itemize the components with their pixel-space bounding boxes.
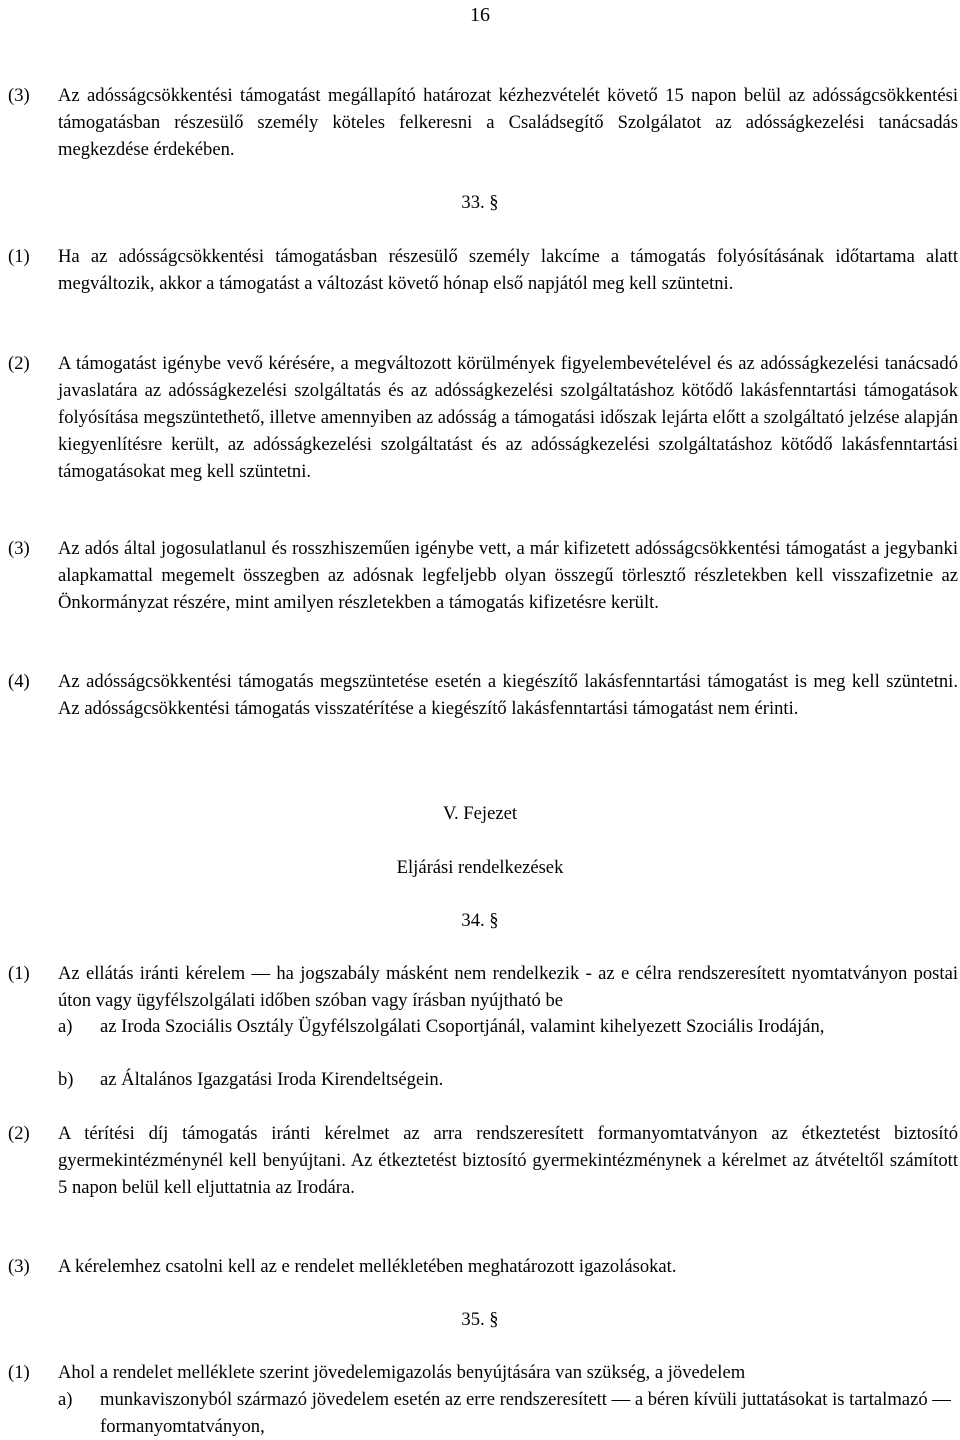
list-item-text: munkaviszonyból származó jövedelem esetén az erre rendszeresített — a béren kívüli juttatásokat is tartalmazó — formanyomtatványon, — [100, 1389, 951, 1437]
paragraph-number: (3) — [8, 1256, 30, 1277]
paragraph-number: (2) — [8, 1123, 30, 1144]
paragraph-number: (3) — [8, 538, 30, 559]
paragraph-text: A kérelemhez csatolni kell az e rendelet mellékletében meghatározott igazolásokat. — [58, 1256, 677, 1277]
paragraph-text: A térítési díj támogatás iránti kérelmet az arra rendszeresített formanyomtatványon az étkeztetést biztosító gyermekintézménynél kell benyújtani. Az étkeztetést biztosító gyermekintézménynek a kérelmet az átvételtől számított 5 napon belül kell eljuttatnia az Irodára. — [58, 1123, 958, 1198]
paragraph-33-1 — [8, 243, 958, 297]
paragraph-text: Az adós által jogosulatlanul és rosszhiszeműen igénybe vett, a már kifizetett adósságcsökkentési támogatást a jegybanki alapkamattal megemelt összegben az adósnak legfeljebb olyan összegű törlesztő részletekben kell visszafizetnie az Önkormányzat részére, mint amilyen részletekben a támogatás kifizetésre került. — [58, 538, 958, 613]
paragraph-number: (1) — [8, 1362, 30, 1383]
list-item-text: az Általános Igazgatási Iroda Kirendeltségein. — [100, 1069, 444, 1090]
paragraph-text: Ha az adósságcsökkentési támogatásban részesülő személy lakcíme a támogatás folyósításának időtartama alatt megváltozik, akkor a támogatást a változást követő hónap első napjától meg kell szüntetni. — [58, 246, 958, 294]
page-number: 16 — [470, 4, 490, 26]
paragraph-33-4 — [8, 668, 958, 722]
paragraph-number: (3) — [8, 85, 30, 106]
paragraph-33-3 — [8, 535, 958, 616]
paragraph-34-2 — [8, 1120, 958, 1201]
section-heading-34: 34. § — [461, 910, 499, 931]
paragraph-number: (4) — [8, 671, 30, 692]
section-heading-35: 35. § — [461, 1309, 499, 1330]
paragraph-text: Az ellátás iránti kérelem — ha jogszabály másként nem rendelkezik - az e célra rendszeresített nyomtatványon postai úton vagy ügyfélszolgálati időben szóban vagy írásban nyújtható be — [58, 963, 958, 1011]
paragraph-34-3 — [8, 1253, 958, 1280]
paragraph-35-1 — [8, 1359, 958, 1386]
paragraph-number: (1) — [8, 246, 30, 267]
list-item-text: az Iroda Szociális Osztály Ügyfélszolgálati Csoportjánál, valamint kihelyezett Szociális Irodáján, — [100, 1016, 825, 1037]
paragraph-number: (1) — [8, 963, 30, 984]
paragraph-number: (2) — [8, 353, 30, 374]
list-item-label: a) — [58, 1389, 73, 1410]
list-item-label: b) — [58, 1069, 74, 1090]
paragraph-text: Az adósságcsökkentési támogatás megszüntetése esetén a kiegészítő lakásfenntartási támogatást is meg kell szüntetni. Az adósságcsökkentési támogatás visszatérítése a kiegészítő lakásfenntartási támogatást nem érinti. — [58, 671, 958, 719]
chapter-number: V. Fejezet — [442, 803, 517, 824]
paragraph-text: Ahol a rendelet melléklete szerint jövedelemigazolás benyújtására van szükség, a jövedelem — [58, 1362, 746, 1383]
paragraph-32-3 — [8, 82, 958, 163]
list-item-35-1-a — [58, 1386, 958, 1440]
list-item-34-1-a — [58, 1013, 958, 1040]
list-item-34-1-b — [58, 1066, 958, 1093]
list-item-label: a) — [58, 1016, 73, 1037]
paragraph-34-1 — [8, 960, 958, 1014]
paragraph-33-2 — [8, 350, 958, 485]
paragraph-text: Az adósságcsökkentési támogatást megállapító határozat kézhezvételét követő 15 napon belül az adósságcsökkentési támogatásban részesülő személy köteles felkeresni a Családsegítő Szolgálatot az adósságkezelési tanácsadás megkezdése érdekében. — [58, 85, 958, 160]
chapter-title: Eljárási rendelkezések — [396, 857, 564, 878]
paragraph-text: A támogatást igénybe vevő kérésére, a megváltozott körülmények figyelembevételével és az adósságkezelési tanácsadó javaslatára az adósságkezelési szolgáltatás és az adósságkezelési szolgáltatáshoz kötődő lakásfenntartási támogatások folyósítása megszüntethető, illetve amennyiben az adósság a támogatási időszak lejárta előtt a szolgáltató jelzése alapján kiegyenlítésre került, az adósságkezelési szolgáltatást és az adósságkezelési szolgáltatáshoz kötődő lakásfenntartási támogatásokat meg kell szüntetni. — [58, 353, 958, 482]
section-heading-33: 33. § — [461, 192, 499, 213]
